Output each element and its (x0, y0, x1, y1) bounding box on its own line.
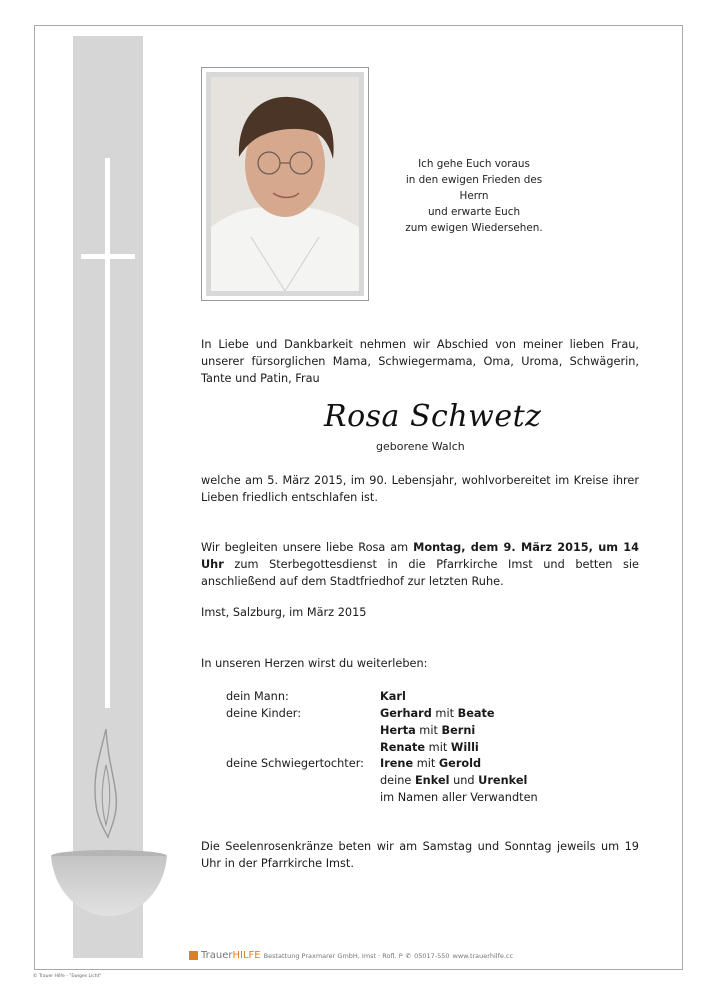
flame-icon (86, 725, 126, 845)
rosary-text: Die Seelenrosenkränze beten wir am Samstag und Sonntag jeweils um 19 Uhr in der Pfarrkirche Imst. (201, 840, 639, 870)
family-schwieger (380, 755, 481, 772)
birth-name: geborene Walch (376, 440, 465, 453)
funeral-text-part: Wir begleiten unsere liebe Rosa am (201, 541, 414, 554)
family-conjunction: mit (431, 707, 458, 720)
bowl-icon (50, 848, 168, 918)
hearts-text: In unseren Herzen wirst du weiterleben: (201, 657, 428, 670)
family-conjunction: und (449, 774, 479, 787)
family-label-schwieger: deine Schwiegertochter: (226, 757, 364, 770)
family-name: Renate (380, 741, 426, 754)
family-kind (380, 739, 479, 756)
family-mann: Karl (380, 690, 406, 703)
cross-icon-horizontal (81, 254, 135, 259)
cross-icon-vertical (105, 158, 110, 708)
funeral-text-part: zum Sterbegottesdienst in die Pfarrkirche Imst und betten sie anschließend auf dem Stadtfriedhof zur letzten Ruhe. (201, 558, 639, 588)
quote-line: zum ewigen Wiedersehen. (405, 222, 543, 234)
trauerhilfe-logo-icon (189, 951, 198, 960)
family-kind (380, 705, 495, 722)
family-name: Urenkel (478, 774, 528, 787)
family-conjunction: deine (380, 774, 415, 787)
family-partner: Willi (450, 741, 479, 754)
family-partner: Berni (441, 724, 476, 737)
intro-text: In Liebe und Dankbarkeit nehmen wir Abschied von meiner lieben Frau, unserer fürsorglichen Mama, Schwiegermama, Oma, Uroma, Schwägerin, Tante und Patin, Frau (201, 338, 639, 385)
death-text: welche am 5. März 2015, im 90. Lebensjahr, wohlvorbereitet im Kreise ihrer Lieben friedlich entschlafen ist. (201, 474, 639, 504)
family-name: Gerhard (380, 707, 432, 720)
template-credit: © Trauer Hilfe - "Ewiges Licht" (33, 974, 102, 979)
phone-icon: ✆ (405, 951, 412, 960)
footer-phone: 05017-550 (414, 951, 450, 960)
family-partner: Gerold (438, 757, 482, 770)
quote-line: Ich gehe Euch voraus (418, 158, 530, 170)
footer-web: www.trauerhilfe.cc (452, 951, 514, 960)
family-partner: Beate (457, 707, 495, 720)
family-label-mann: dein Mann: (226, 690, 289, 703)
footer-company: Bestattung Praxmarer GmbH, Imst · Rofl. P (263, 951, 403, 960)
place-date: Imst, Salzburg, im März 2015 (201, 606, 367, 619)
portrait-image (211, 77, 359, 291)
family-enkel (380, 772, 527, 789)
family-conjunction: mit (415, 724, 442, 737)
family-verwandte: im Namen aller Verwandten (380, 791, 538, 804)
portrait-frame (201, 67, 369, 301)
family-kind (380, 722, 475, 739)
family-name: Enkel (414, 774, 450, 787)
deceased-name: Rosa Schwetz (324, 399, 542, 434)
family-label-kinder: deine Kinder: (226, 707, 302, 720)
trauerhilfe-logo (201, 950, 261, 961)
memorial-quote (396, 156, 552, 236)
funeral-text (201, 539, 639, 590)
family-conjunction: mit (413, 757, 439, 770)
family-name: Herta (380, 724, 416, 737)
logo-text-trauer: Trauer (201, 950, 233, 961)
family-conjunction: mit (425, 741, 451, 754)
quote-line: in den ewigen Frieden des Herrn (405, 174, 543, 202)
logo-text-hilfe: HILFE (232, 950, 261, 961)
funeral-date: Montag, dem 9. März 2015, um 14 Uhr (201, 541, 639, 571)
family-name: Irene (380, 757, 414, 770)
footer (189, 950, 513, 961)
quote-line: und erwarte Euch (427, 206, 521, 218)
